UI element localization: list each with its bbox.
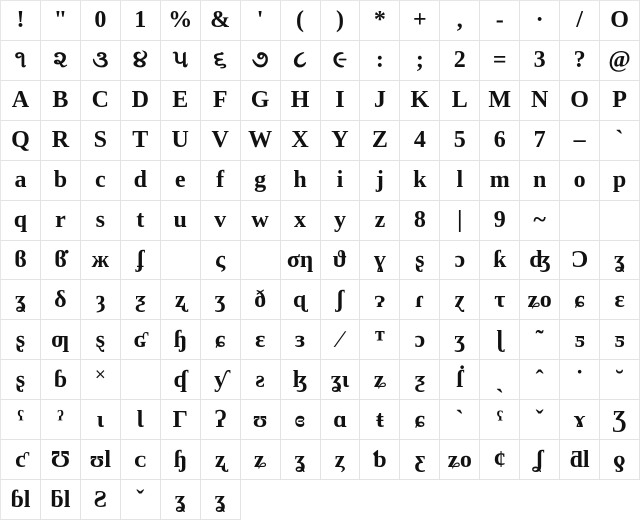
glyph-cell[interactable]: ʑ [241,440,281,480]
glyph-cell[interactable]: 6 [480,121,520,161]
glyph-cell[interactable]: ૬ [201,41,241,81]
glyph-cell[interactable]: i [321,161,361,201]
glyph-cell[interactable]: ૩ [81,41,121,81]
glyph-cell[interactable]: f [201,161,241,201]
glyph-cell[interactable]: X [281,121,321,161]
glyph-cell[interactable]: ɾ [400,280,440,320]
glyph-cell[interactable]: n [520,161,560,201]
glyph-cell[interactable]: ˘ [600,360,640,400]
glyph-cell[interactable]: C [81,81,121,121]
glyph-cell[interactable]: ƴ [201,360,241,400]
glyph-cell[interactable]: ƨ [241,360,281,400]
glyph-cell[interactable]: s [81,201,121,241]
glyph-cell[interactable]: ϐ̇ [41,241,81,281]
glyph-cell[interactable]: ' [241,1,281,41]
glyph-cell[interactable]: ʂ [1,320,41,360]
glyph-cell[interactable]: 8 [400,201,440,241]
glyph-cell[interactable]: ~ [520,201,560,241]
glyph-cell[interactable]: N [520,81,560,121]
glyph-cell[interactable]: t [121,201,161,241]
glyph-cell[interactable]: r [41,201,81,241]
glyph-cell[interactable]: Y [321,121,361,161]
glyph-cell[interactable]: d [121,161,161,201]
glyph-cell[interactable]: ʊ [241,400,281,440]
glyph-cell[interactable]: G [241,81,281,121]
glyph-cell[interactable]: ? [560,41,600,81]
glyph-cell[interactable]: ʓɩ [321,360,361,400]
glyph-cell[interactable]: ૮ [281,41,321,81]
glyph-cell[interactable]: 5 [440,121,480,161]
glyph-cell[interactable]: ˀ [41,400,81,440]
glyph-cell[interactable]: ɛ [600,280,640,320]
glyph-cell[interactable]: ȿ [81,320,121,360]
glyph-cell[interactable]: k [400,161,440,201]
glyph-cell[interactable]: ж [81,241,121,281]
glyph-cell[interactable]: Ʊ [41,440,81,480]
glyph-cell[interactable]: ƺ [400,360,440,400]
glyph-cell[interactable]: I [321,81,361,121]
glyph-cell[interactable]: V [201,121,241,161]
glyph-cell[interactable]: ƌl [560,440,600,480]
glyph-cell[interactable]: ʓ [1,280,41,320]
glyph-cell[interactable]: ɑ [321,400,361,440]
glyph-cell[interactable]: g [241,161,281,201]
glyph-cell[interactable]: ɕ [560,280,600,320]
glyph-cell[interactable]: ɓl [1,480,41,520]
glyph-cell[interactable]: F [201,81,241,121]
glyph-cell[interactable]: Ɩ [121,400,161,440]
glyph-cell[interactable]: ɮ [281,360,321,400]
glyph-cell[interactable]: ʂ [1,360,41,400]
glyph-cell[interactable]: ˋ [440,400,480,440]
glyph-cell[interactable]: ƹ [400,440,440,480]
glyph-cell[interactable]: ɕ [400,400,440,440]
glyph-cell[interactable]: * [360,1,400,41]
glyph-cell[interactable]: ; [400,41,440,81]
glyph-cell[interactable]: ˎ [480,360,520,400]
glyph-cell[interactable]: " [41,1,81,41]
glyph-cell[interactable]: ˇ [520,400,560,440]
glyph-cell[interactable]: ʒ [440,320,480,360]
glyph-cell[interactable]: D [121,81,161,121]
glyph-cell[interactable]: Ƨ [81,480,121,520]
glyph-cell[interactable]: ˜ [520,320,560,360]
glyph-cell[interactable]: 4 [400,121,440,161]
glyph-cell[interactable]: ɂ [360,280,400,320]
glyph-cell[interactable]: P [600,81,640,121]
glyph-cell[interactable]: U [161,121,201,161]
glyph-cell[interactable]: ɜ [281,320,321,360]
glyph-cell[interactable]: ʒ [201,280,241,320]
glyph-cell[interactable]: H [281,81,321,121]
glyph-cell[interactable]: 0 [81,1,121,41]
glyph-cell[interactable]: ) [321,1,361,41]
glyph-cell[interactable]: m [480,161,520,201]
glyph-cell[interactable]: ϐ [1,241,41,281]
glyph-cell[interactable]: ɣ [360,241,400,281]
glyph-cell[interactable]: h [281,161,321,201]
glyph-cell[interactable]: ƅ [360,440,400,480]
glyph-cell[interactable]: ( [281,1,321,41]
glyph-cell[interactable]: ɛ [241,320,281,360]
glyph-cell[interactable]: Г [161,400,201,440]
glyph-cell[interactable]: ʑo [520,280,560,320]
glyph-cell[interactable]: ɭ [480,320,520,360]
glyph-cell[interactable]: y [321,201,361,241]
glyph-cell[interactable]: ૨ [41,41,81,81]
glyph-cell[interactable]: ʂ [400,241,440,281]
glyph-cell[interactable]: ƺ [121,280,161,320]
glyph-cell[interactable]: ƽ [600,320,640,360]
glyph-cell[interactable]: u [161,201,201,241]
glyph-cell[interactable]: ૭ [241,41,281,81]
glyph-cell[interactable]: 9 [480,201,520,241]
glyph-cell[interactable]: Ʒ [600,400,640,440]
glyph-cell[interactable]: ɓ [41,360,81,400]
glyph-cell[interactable]: ˇ [121,480,161,520]
glyph-cell[interactable]: ȝ [81,280,121,320]
glyph-cell[interactable]: ʑo [440,440,480,480]
glyph-cell[interactable]: 2 [440,41,480,81]
glyph-cell[interactable]: ϑ [321,241,361,281]
glyph-cell[interactable]: L [440,81,480,121]
glyph-cell[interactable]: ˤ [480,400,520,440]
glyph-cell[interactable]: B [41,81,81,121]
glyph-cell[interactable]: x [281,201,321,241]
glyph-cell[interactable]: A [1,81,41,121]
glyph-cell[interactable]: ɧ [161,320,201,360]
glyph-cell[interactable]: ɔ [440,241,480,281]
glyph-cell[interactable]: ʊl [81,440,121,480]
glyph-cell[interactable]: / [560,1,600,41]
glyph-cell[interactable]: w [241,201,281,241]
glyph-cell[interactable]: M [480,81,520,121]
glyph-cell[interactable]: ʐ [201,440,241,480]
glyph-cell[interactable]: c [81,161,121,201]
glyph-cell[interactable]: ɔ [400,320,440,360]
glyph-cell[interactable]: · [520,1,560,41]
glyph-cell[interactable]: 3 [520,41,560,81]
glyph-cell[interactable]: % [161,1,201,41]
glyph-cell[interactable]: + [400,1,440,41]
glyph-cell[interactable]: ∕ [321,320,361,360]
glyph-cell[interactable]: o [560,161,600,201]
glyph-cell[interactable]: ƙ [480,241,520,281]
glyph-cell[interactable]: ૪ [121,41,161,81]
glyph-cell[interactable]: e [161,161,201,201]
glyph-cell[interactable]: : [360,41,400,81]
glyph-cell[interactable]: & [201,1,241,41]
glyph-cell[interactable]: v [201,201,241,241]
glyph-cell[interactable]: , [440,1,480,41]
glyph-cell[interactable]: ᴄ [121,440,161,480]
glyph-cell[interactable]: ᵀ [360,320,400,360]
glyph-cell[interactable]: ˙ [560,360,600,400]
glyph-cell[interactable]: j [360,161,400,201]
glyph-cell[interactable]: R [41,121,81,161]
glyph-cell[interactable]: Ɂ [201,400,241,440]
glyph-cell[interactable]: ɋ [281,280,321,320]
glyph-cell[interactable]: Ɔ [560,241,600,281]
glyph-cell[interactable]: ȼ [480,440,520,480]
glyph-cell[interactable]: J [360,81,400,121]
glyph-cell[interactable]: 1 [121,1,161,41]
glyph-cell[interactable]: Q [1,121,41,161]
glyph-cell[interactable]: ૯ [321,41,361,81]
glyph-cell[interactable]: a [1,161,41,201]
glyph-cell[interactable]: 7 [520,121,560,161]
glyph-cell[interactable]: ς [201,241,241,281]
glyph-cell[interactable] [161,241,201,281]
glyph-cell[interactable]: ɩ [81,400,121,440]
glyph-cell[interactable]: ƈ [1,440,41,480]
glyph-cell[interactable]: ʓ [281,440,321,480]
glyph-cell[interactable]: ! [1,1,41,41]
glyph-cell[interactable]: l [440,161,480,201]
glyph-cell[interactable]: ð [241,280,281,320]
glyph-cell[interactable]: ʆ [520,440,560,480]
glyph-cell[interactable]: | [440,201,480,241]
glyph-cell[interactable]: ʓ [161,480,201,520]
glyph-cell[interactable]: ɤ [560,400,600,440]
glyph-cell[interactable]: ʐ [161,280,201,320]
glyph-cell[interactable]: ẛ [440,360,480,400]
glyph-cell[interactable]: ˆ [520,360,560,400]
glyph-cell[interactable]: ɀ [440,280,480,320]
glyph-cell[interactable]: ʑ [360,360,400,400]
glyph-cell[interactable]: ƣ [41,320,81,360]
glyph-cell[interactable]: q [1,201,41,241]
glyph-cell[interactable]: ʃ [321,280,361,320]
glyph-cell[interactable]: ƍ [600,440,640,480]
glyph-cell[interactable] [560,201,600,241]
glyph-cell[interactable]: ` [600,121,640,161]
glyph-cell[interactable]: E [161,81,201,121]
glyph-cell[interactable] [600,201,640,241]
glyph-cell[interactable]: ŧ [360,400,400,440]
glyph-cell[interactable]: ૫ [161,41,201,81]
glyph-cell[interactable]: ʠ [161,360,201,400]
glyph-cell[interactable]: ˟ [81,360,121,400]
glyph-cell[interactable]: S [81,121,121,161]
glyph-cell[interactable]: ʓ [201,480,241,520]
glyph-cell[interactable]: ƃl [41,480,81,520]
glyph-cell[interactable]: – [560,121,600,161]
glyph-cell[interactable]: = [480,41,520,81]
glyph-cell[interactable]: ʛ [121,320,161,360]
glyph-cell[interactable]: ɧ [161,440,201,480]
glyph-cell[interactable]: ɞ [281,400,321,440]
glyph-cell[interactable]: ʄ [121,241,161,281]
glyph-cell[interactable]: z [360,201,400,241]
glyph-cell[interactable] [121,360,161,400]
glyph-cell[interactable]: τ [480,280,520,320]
glyph-cell[interactable]: δ [41,280,81,320]
glyph-cell[interactable]: Z [360,121,400,161]
glyph-cell[interactable]: ʤ [520,241,560,281]
glyph-cell[interactable]: ɕ [201,320,241,360]
glyph-cell[interactable]: ƽ [560,320,600,360]
glyph-cell[interactable]: ȥ [321,440,361,480]
glyph-cell[interactable]: O [560,81,600,121]
glyph-cell[interactable]: σƞ [281,241,321,281]
glyph-cell[interactable]: W [241,121,281,161]
glyph-cell[interactable]: ˁ [1,400,41,440]
glyph-cell[interactable]: T [121,121,161,161]
glyph-cell[interactable]: @ [600,41,640,81]
glyph-cell[interactable] [241,241,281,281]
glyph-cell[interactable]: ʓ [600,241,640,281]
glyph-cell[interactable]: b [41,161,81,201]
glyph-cell[interactable]: K [400,81,440,121]
glyph-cell[interactable]: - [480,1,520,41]
glyph-cell[interactable]: p [600,161,640,201]
glyph-cell[interactable]: O [600,1,640,41]
glyph-cell[interactable]: ૧ [1,41,41,81]
